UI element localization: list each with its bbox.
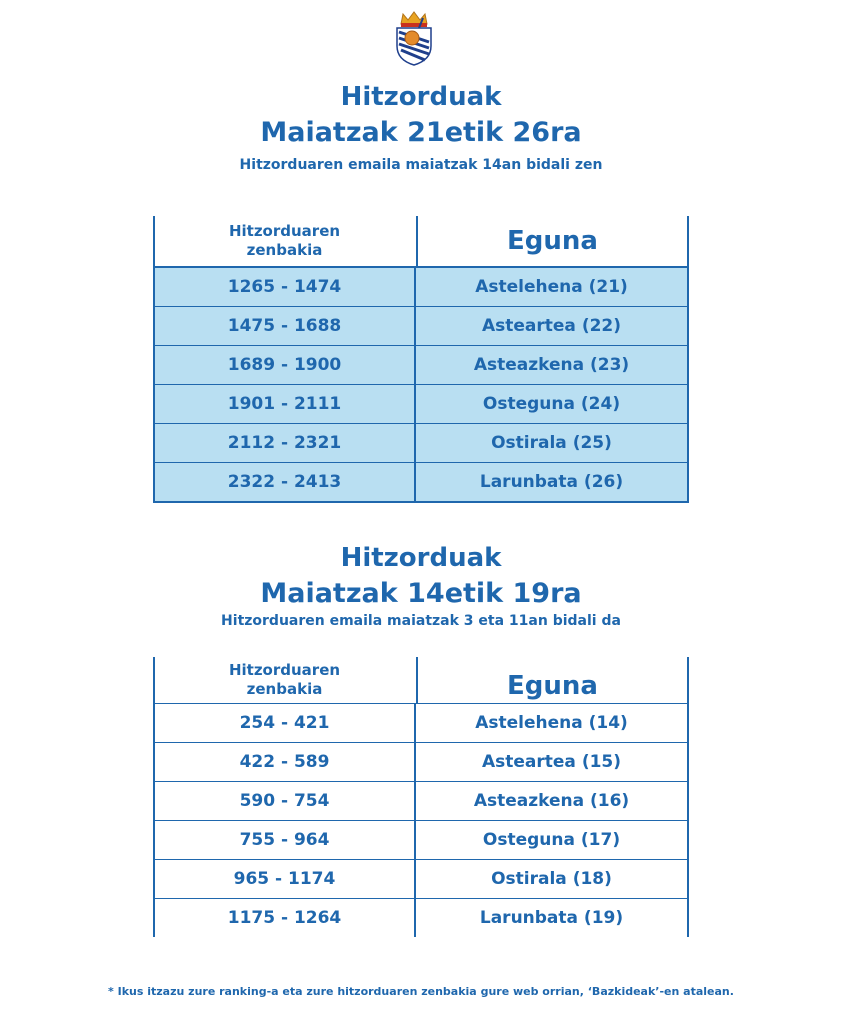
number-range-cell: 590 - 754 <box>239 791 330 811</box>
table-row <box>153 821 689 860</box>
day-header: Eguna <box>416 216 687 266</box>
day-cell: Astelehena (14) <box>414 704 687 742</box>
number-range-cell: 755 - 964 <box>239 830 330 850</box>
number-range-cell: 254 - 421 <box>239 713 330 733</box>
schedule-table-1 <box>153 216 689 503</box>
day-cell: Asteartea (22) <box>414 307 687 345</box>
table-header <box>153 657 689 704</box>
appointment-number-header: Hitzorduaren zenbakia <box>228 222 341 259</box>
day-cell: Osteguna (17) <box>414 821 687 859</box>
day-header: Eguna <box>416 657 687 703</box>
section2-title: Hitzorduak <box>340 543 502 573</box>
table-row <box>153 743 689 782</box>
table-row <box>153 704 689 743</box>
number-range-cell: 1265 - 1474 <box>227 277 342 297</box>
number-range-cell: 1475 - 1688 <box>227 316 342 336</box>
number-range-cell: 1175 - 1264 <box>227 908 342 928</box>
table-row <box>153 268 689 307</box>
day-cell: Larunbata (26) <box>414 463 687 501</box>
day-cell: Asteartea (15) <box>414 743 687 781</box>
appointment-number-header: Hitzorduaren zenbakia <box>228 661 341 698</box>
number-range-cell: 1689 - 1900 <box>227 355 342 375</box>
section1-title: Hitzorduak <box>340 82 502 112</box>
table-row <box>153 346 689 385</box>
table-row <box>153 860 689 899</box>
table-row <box>153 385 689 424</box>
table-row <box>153 782 689 821</box>
day-cell: Ostirala (25) <box>414 424 687 462</box>
number-range-cell: 2112 - 2321 <box>227 433 342 453</box>
day-cell: Asteazkena (16) <box>414 782 687 820</box>
table-row <box>153 307 689 346</box>
number-range-cell: 422 - 589 <box>239 752 330 772</box>
table-row <box>153 424 689 463</box>
day-cell: Osteguna (24) <box>414 385 687 423</box>
schedule-table-2 <box>153 657 689 937</box>
section1-date-range: Maiatzak 21etik 26ra <box>260 117 582 148</box>
footnote: * Ikus itzazu zure ranking-a eta zure hitzorduaren zenbakia gure web orrian, ‘Bazkideak’-en atalean. <box>108 985 734 998</box>
table-row <box>153 463 689 503</box>
day-cell: Ostirala (18) <box>414 860 687 898</box>
number-range-cell: 2322 - 2413 <box>227 472 342 492</box>
table-row <box>153 899 689 937</box>
section1-subtitle: Hitzorduaren emaila maiatzak 14an bidali zen <box>239 157 603 173</box>
club-crest-logo <box>389 10 439 66</box>
day-cell: Larunbata (19) <box>414 899 687 937</box>
section2-date-range: Maiatzak 14etik 19ra <box>260 578 582 609</box>
day-cell: Asteazkena (23) <box>414 346 687 384</box>
table-header <box>153 216 689 268</box>
section2-subtitle: Hitzorduaren emaila maiatzak 3 eta 11an bidali da <box>221 613 621 629</box>
day-cell: Astelehena (21) <box>414 268 687 306</box>
number-range-cell: 965 - 1174 <box>233 869 336 889</box>
number-range-cell: 1901 - 2111 <box>227 394 342 414</box>
